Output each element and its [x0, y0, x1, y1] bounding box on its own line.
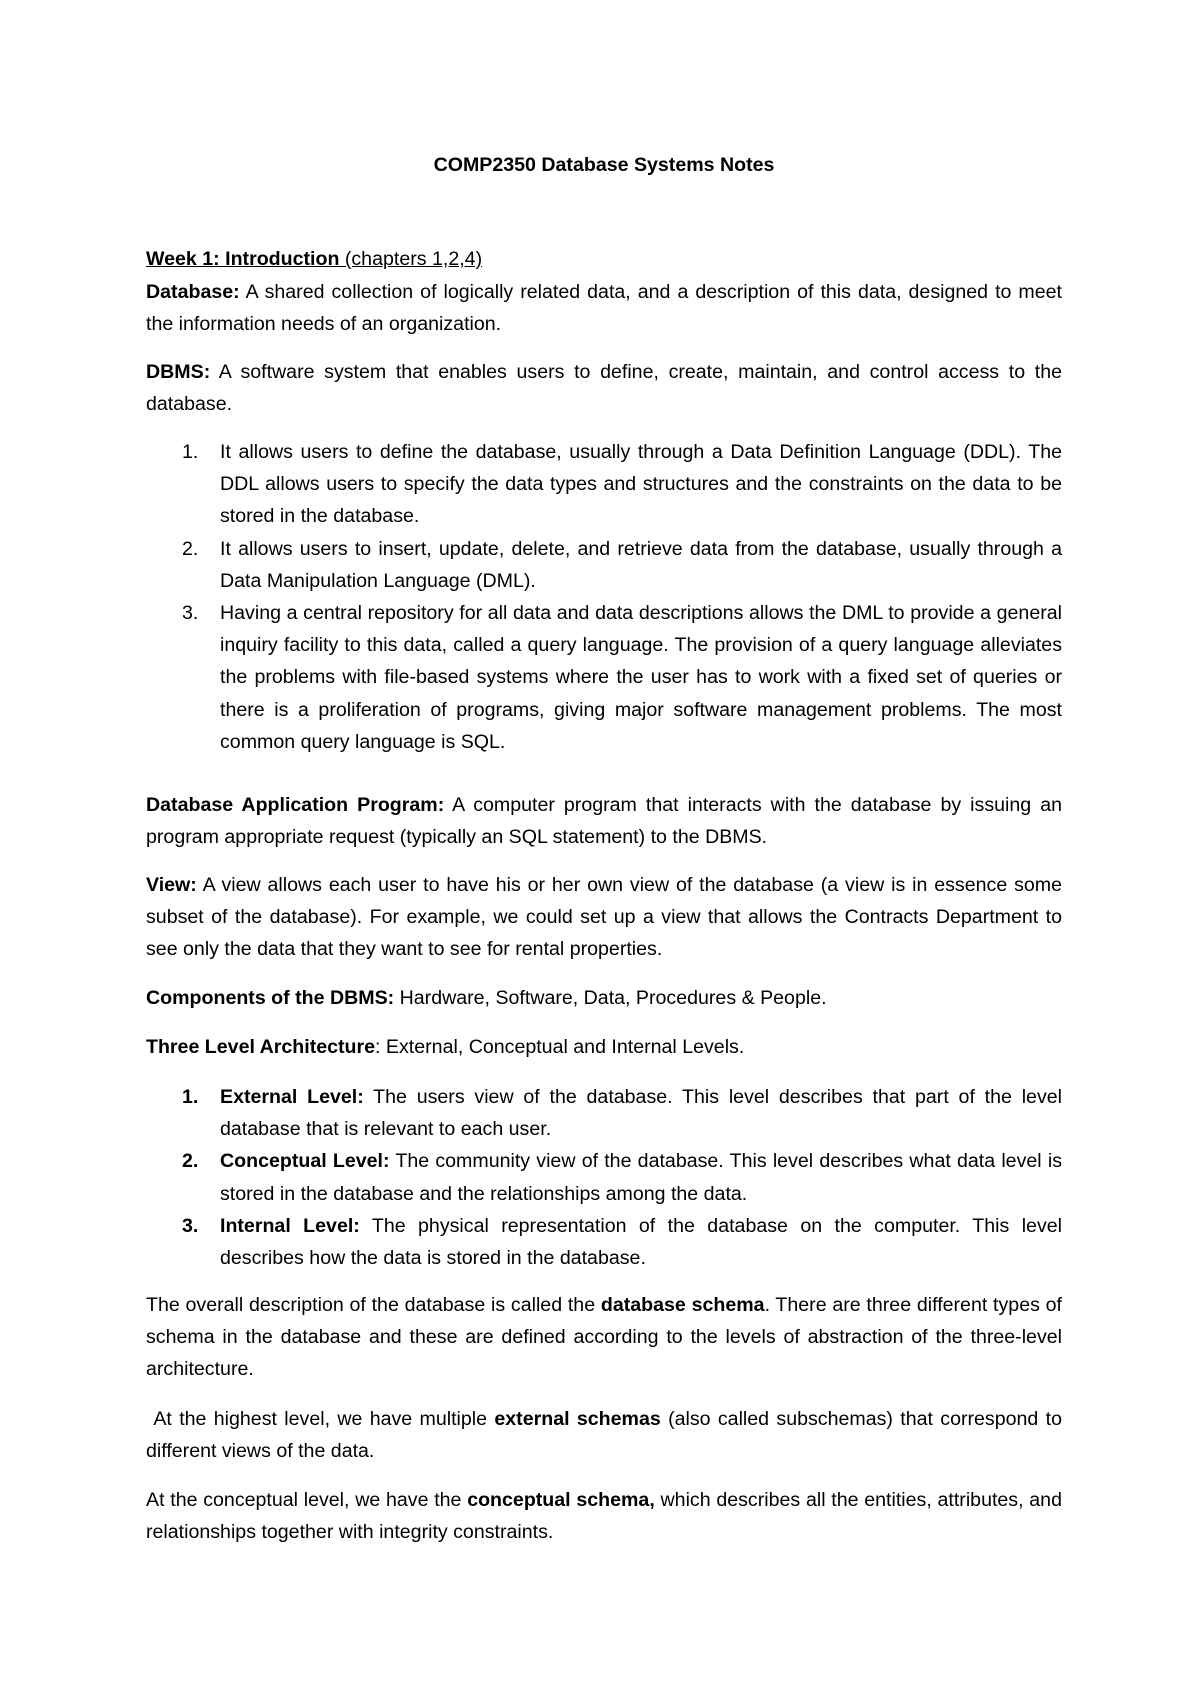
- list-text: The users view of the database. This level describes that part of the level database that is relevant to each user.: [220, 1086, 1062, 1141]
- list-item: [146, 1145, 1062, 1209]
- definition-app-program: [146, 789, 1062, 853]
- paragraph-text: At the highest level, we have multiple: [146, 1408, 495, 1430]
- list-text: It allows users to define the database, usually through a Data Definition Language (DDL). The DDL allows users to specify the data types and structures and the constraints on the data to be stored in the database.: [220, 441, 1062, 528]
- level-term: Internal Level:: [220, 1214, 360, 1237]
- week-heading-suffix: (chapters 1,2,4): [339, 248, 483, 270]
- list-number: 2.: [182, 537, 199, 560]
- definition-term: Three Level Architecture: [146, 1036, 376, 1058]
- paragraph-emphasis: external schemas: [494, 1408, 661, 1430]
- paragraph-emphasis: database schema: [600, 1294, 765, 1316]
- paragraph-emphasis: conceptual schema,: [467, 1489, 655, 1511]
- definition-text: A view allows each user to have his or her own view of the database (a view is in essence some subset of the database). For example, we could set up a view that allows the Contracts Department to see only the data that they want to see for rental properties.: [146, 874, 1062, 961]
- paragraph-schema: [146, 1289, 1062, 1386]
- list-text: The physical representation of the database on the computer. This level describes how the data is stored in the database.: [220, 1214, 1062, 1270]
- list-number: 1.: [182, 441, 199, 463]
- paragraph-text: which describes all the entities, attributes, and relationships together with integrity constraints.: [146, 1489, 1062, 1544]
- definition-term: DBMS:: [146, 361, 211, 383]
- paragraph-text: (also called subschemas) that correspond to different views of the data.: [146, 1408, 1062, 1463]
- week-heading: [146, 243, 482, 275]
- definition-text: Hardware, Software, Data, Procedures & People.: [394, 987, 827, 1009]
- list-text: It allows users to insert, update, delete, and retrieve data from the database, usually through a Data Manipulation Language (DML).: [220, 537, 1062, 592]
- definition-text: A shared collection of logically related data, and a description of this data, designed to meet the information needs of an organization.: [146, 281, 1062, 336]
- definition-components: [146, 982, 1062, 1014]
- list-number: 3.: [182, 602, 199, 625]
- list-item: [146, 1210, 1062, 1274]
- week-heading-text: Week 1: Introduction: [146, 248, 340, 270]
- page-title: COMP2350 Database Systems Notes: [433, 154, 775, 176]
- level-term: External Level:: [220, 1086, 364, 1108]
- paragraph-text: At the conceptual level, we have the: [146, 1489, 468, 1511]
- definition-text: A software system that enables users to define, create, maintain, and control access to the database.: [146, 361, 1062, 416]
- paragraph-text: . There are three different types of schema in the database and these are defined according to the levels of abstraction of the three-level architecture.: [146, 1294, 1062, 1381]
- definition-dbms: [146, 356, 1062, 420]
- definition-term: Components of the DBMS:: [146, 987, 395, 1009]
- definition-three-level: [146, 1031, 1062, 1063]
- list-text: The community view of the database. This level describes what data level is stored in the database and the relationships among the data.: [220, 1150, 1062, 1205]
- definition-database: [146, 276, 1062, 340]
- definition-term: Database Application Program:: [146, 794, 445, 816]
- paragraph-external: [146, 1403, 1062, 1467]
- definition-term: View:: [146, 874, 197, 896]
- level-term: Conceptual Level:: [220, 1150, 390, 1173]
- list-text: Having a central repository for all data and data descriptions allows the DML to provide a general inquiry facility to this data, called a query language. The provision of a query language alleviates the problems with file-based systems where the user has to work with a fixed set of queries or there is a proliferation of programs, giving major software management problems. The most common query language is SQL.: [220, 602, 1062, 753]
- definition-term: Database:: [146, 281, 240, 303]
- list-item: [146, 597, 1062, 758]
- definition-text: A computer program that interacts with the database by issuing an program appropriate request (typically an SQL statement) to the DBMS.: [146, 794, 1062, 849]
- dbms-list: [146, 436, 1062, 758]
- list-item: [146, 533, 1062, 597]
- list-item: [146, 1081, 1062, 1145]
- list-number: 3.: [182, 1214, 199, 1237]
- list-item: [146, 436, 1062, 533]
- paragraph-text: The overall description of the database is called the: [146, 1294, 601, 1316]
- definition-text: : External, Conceptual and Internal Levels.: [375, 1036, 745, 1058]
- list-number: 2.: [182, 1150, 199, 1173]
- list-number: 1.: [182, 1086, 199, 1108]
- definition-view: [146, 869, 1062, 966]
- levels-list: [146, 1081, 1062, 1274]
- paragraph-conceptual: [146, 1484, 1062, 1548]
